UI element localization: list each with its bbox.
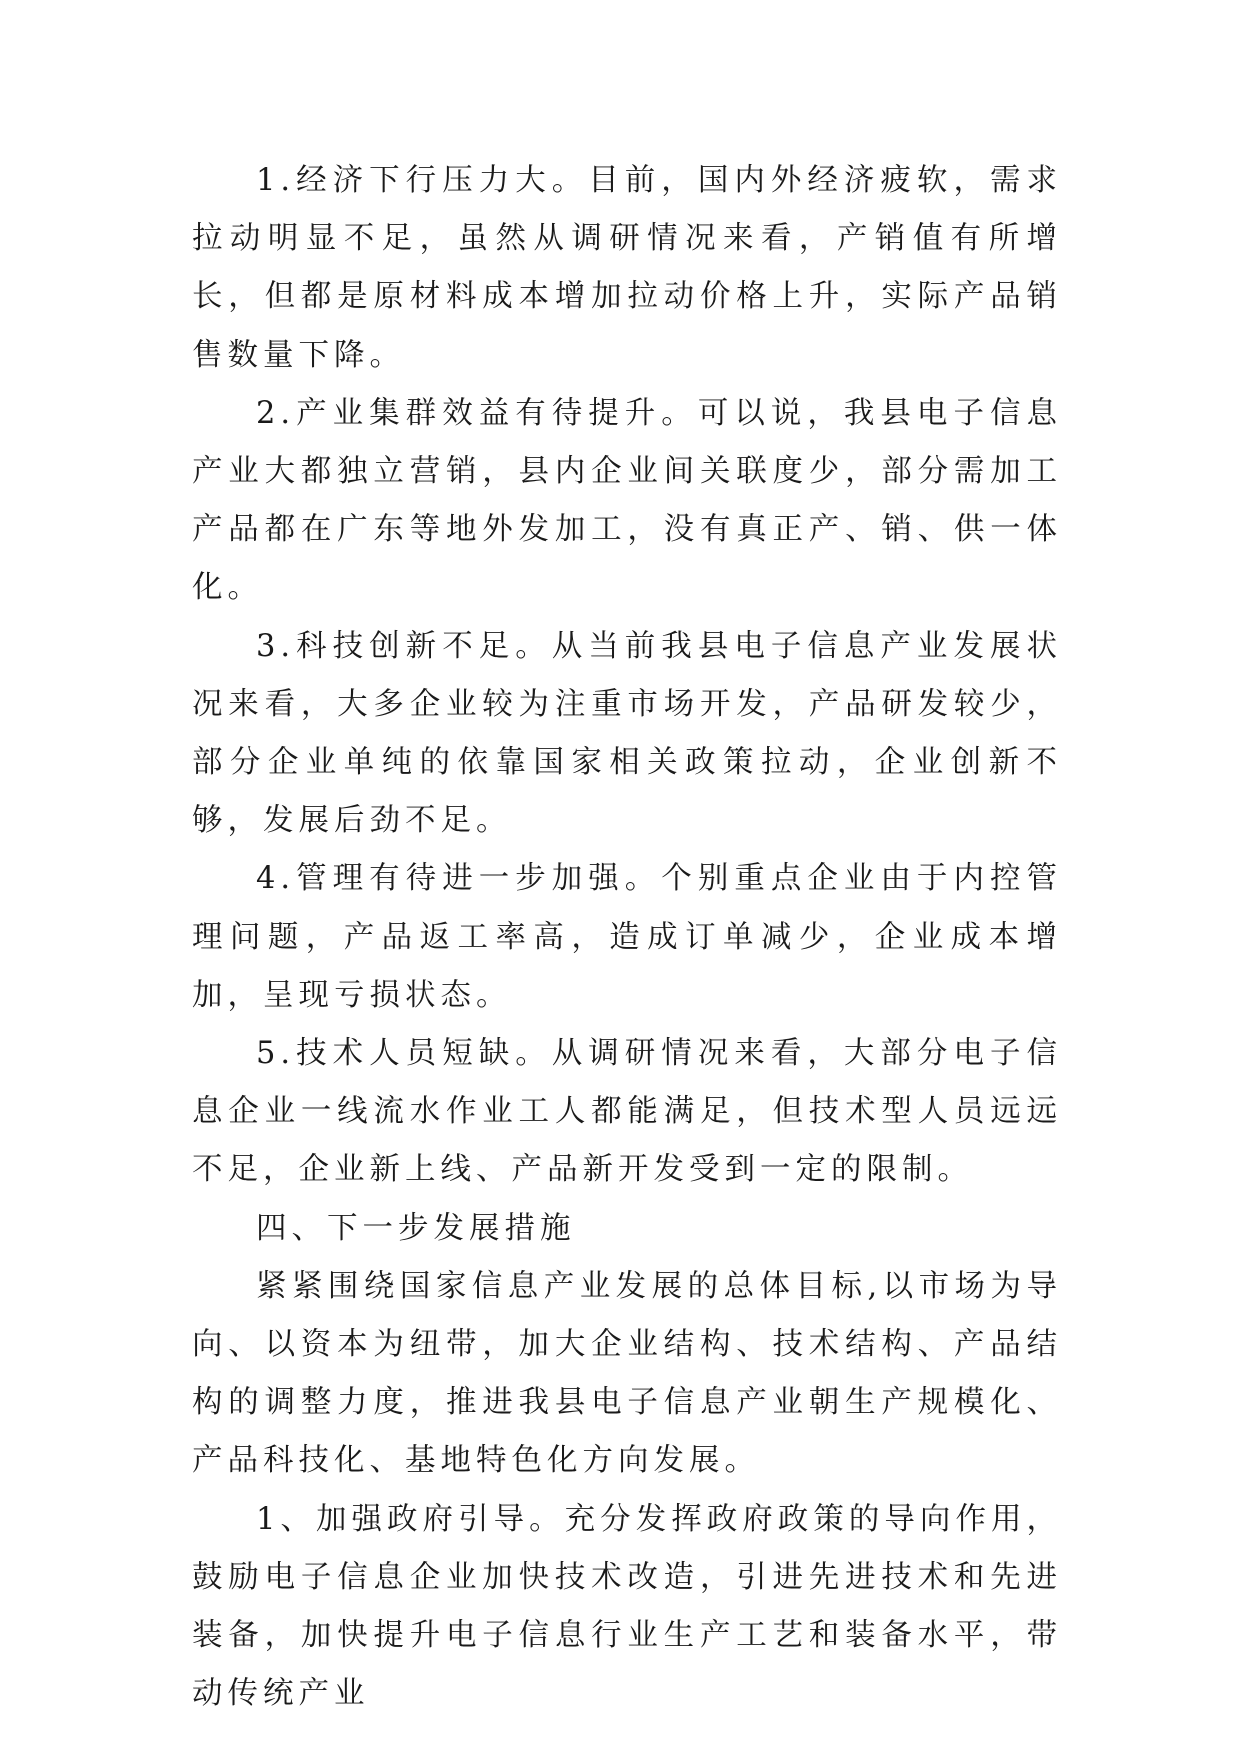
paragraph-economic-pressure: 1.经济下行压力大。目前，国内外经济疲软，需求拉动明显不足，虽然从调研情况来看，产销值有所增长，但都是原材料成本增加拉动价格上升，实际产品销售数量下降。 <box>192 163 1062 373</box>
paragraph-overall-goal: 紧紧围绕国家信息产业发展的总体目标,以市场为导向、以资本为纽带，加大企业结构、技术结构、产品结构的调整力度，推进我县电子信息产业朝生产规模化、产品科技化、基地特色化方向发展。 <box>192 1268 1062 1479</box>
paragraph-innovation: 3.科技创新不足。从当前我县电子信息产业发展状况来看，大多企业较为注重市场开发，产品研发较少，部分企业单纯的依靠国家相关政策拉动，企业创新不够，发展后劲不足。 <box>192 628 1062 839</box>
section-heading-next-steps: 四、下一步发展措施 <box>256 1210 576 1246</box>
paragraph-technical-staff: 5.技术人员短缺。从调研情况来看，大部分电子信息企业一线流水作业工人都能满足，但技术型人员远远不足，企业新上线、产品新开发受到一定的限制。 <box>192 1036 1062 1188</box>
document-body <box>192 152 1062 1723</box>
paragraph-industry-cluster: 2.产业集群效益有待提升。可以说，我县电子信息产业大都独立营销，县内企业间关联度少，部分需加工产品都在广东等地外发加工，没有真正产、销、供一体化。 <box>192 395 1062 606</box>
paragraph-government-guidance: 1、加强政府引导。充分发挥政府政策的导向作用，鼓励电子信息企业加快技术改造，引进先进技术和先进装备，加快提升电子信息行业生产工艺和装备水平，带动传统产业 <box>192 1501 1062 1712</box>
paragraph-management: 4.管理有待进一步加强。个别重点企业由于内控管理问题，产品返工率高，造成订单减少，企业成本增加，呈现亏损状态。 <box>192 861 1062 1013</box>
